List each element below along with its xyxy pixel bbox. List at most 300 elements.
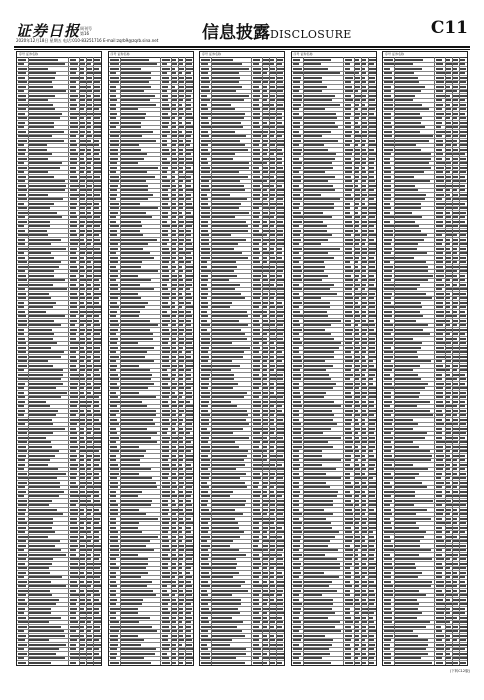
table-cell bbox=[263, 527, 268, 529]
table-cell bbox=[270, 104, 274, 106]
table-cell bbox=[179, 450, 185, 452]
table-cell bbox=[179, 252, 185, 254]
table-column-4 bbox=[291, 51, 377, 666]
table-cell bbox=[460, 72, 465, 74]
table-cell bbox=[345, 293, 352, 295]
table-cell bbox=[345, 383, 354, 385]
table-cell bbox=[162, 104, 169, 106]
table-cell bbox=[355, 81, 361, 83]
table-cell bbox=[179, 203, 184, 205]
table-cell bbox=[201, 419, 209, 421]
table-cell bbox=[186, 320, 191, 322]
table-cell bbox=[70, 63, 78, 65]
table-cell bbox=[121, 486, 157, 488]
table-cell bbox=[179, 590, 184, 592]
table-cell bbox=[162, 185, 171, 187]
table-cell bbox=[277, 437, 283, 439]
table-cell bbox=[121, 252, 150, 254]
table-cell bbox=[355, 126, 361, 128]
table-cell bbox=[29, 396, 61, 398]
table-cell bbox=[201, 288, 208, 290]
table-cell bbox=[362, 531, 367, 533]
table-cell bbox=[293, 117, 302, 119]
table-cell bbox=[253, 446, 259, 448]
table-cell bbox=[263, 342, 267, 344]
table-cell bbox=[362, 581, 368, 583]
table-cell bbox=[293, 522, 302, 524]
table-cell bbox=[29, 522, 53, 524]
table-cell bbox=[70, 113, 79, 115]
table-cell bbox=[29, 369, 63, 371]
table-cell bbox=[70, 617, 76, 619]
table-cell bbox=[110, 635, 118, 637]
table-cell bbox=[212, 653, 246, 655]
table-cell bbox=[253, 612, 259, 614]
table-cell bbox=[253, 617, 261, 619]
table-cell bbox=[263, 261, 267, 263]
table-cell bbox=[446, 81, 452, 83]
table-cell bbox=[70, 315, 76, 317]
table-cell bbox=[362, 563, 367, 565]
table-cell bbox=[87, 77, 92, 79]
table-cell bbox=[355, 459, 359, 461]
table-cell bbox=[270, 405, 274, 407]
table-cell bbox=[304, 504, 333, 506]
table-cell bbox=[70, 234, 77, 236]
table-cell bbox=[355, 612, 360, 614]
table-cell bbox=[369, 293, 376, 295]
table-cell bbox=[94, 495, 99, 497]
table-cell bbox=[110, 518, 116, 520]
table-cell bbox=[345, 450, 354, 452]
table-cell bbox=[201, 315, 208, 317]
table-cell bbox=[179, 99, 183, 101]
table-cell bbox=[186, 576, 193, 578]
table-cell bbox=[355, 135, 361, 137]
table-cell bbox=[270, 594, 274, 596]
table-cell bbox=[70, 81, 76, 83]
table-cell bbox=[277, 203, 283, 205]
table-cell bbox=[186, 198, 192, 200]
table-cell bbox=[179, 162, 184, 164]
table-cell bbox=[270, 225, 274, 227]
table-cell bbox=[270, 117, 275, 119]
table-cell bbox=[395, 68, 422, 70]
table-cell bbox=[253, 68, 261, 70]
table-cell bbox=[304, 266, 326, 268]
table-cell bbox=[121, 558, 148, 560]
table-cell bbox=[277, 482, 284, 484]
table-cell bbox=[201, 612, 211, 614]
table-cell bbox=[70, 608, 77, 610]
table-cell bbox=[121, 639, 144, 641]
table-cell bbox=[304, 252, 328, 254]
table-cell bbox=[362, 257, 366, 259]
table-cell bbox=[94, 63, 101, 65]
table-cell bbox=[270, 140, 276, 142]
table-cell bbox=[162, 356, 170, 358]
table-cell bbox=[70, 554, 76, 556]
table-cell bbox=[179, 185, 183, 187]
table-cell bbox=[304, 617, 328, 619]
table-cell bbox=[110, 473, 120, 475]
table-cell bbox=[362, 162, 366, 164]
table-cell bbox=[186, 468, 192, 470]
table-cell bbox=[345, 230, 353, 232]
table-cell bbox=[29, 257, 54, 259]
table-cell bbox=[18, 284, 28, 286]
table-cell bbox=[87, 558, 91, 560]
table-cell bbox=[162, 86, 168, 88]
table-cell bbox=[362, 90, 367, 92]
table-cell bbox=[121, 378, 151, 380]
table-cell bbox=[277, 374, 283, 376]
table-cell bbox=[345, 315, 353, 317]
table-cell bbox=[29, 284, 53, 286]
table-cell bbox=[110, 207, 119, 209]
table-cell bbox=[186, 509, 192, 511]
table-cell bbox=[29, 261, 61, 263]
table-cell bbox=[277, 549, 283, 551]
table-cell bbox=[304, 392, 327, 394]
table-cell bbox=[201, 135, 209, 137]
table-cell bbox=[87, 356, 91, 358]
table-cell bbox=[179, 482, 185, 484]
table-cell bbox=[172, 486, 177, 488]
table-cell bbox=[18, 297, 26, 299]
table-cell bbox=[277, 369, 284, 371]
table-cell bbox=[277, 473, 285, 475]
table-cell bbox=[121, 644, 141, 646]
table-cell bbox=[277, 518, 284, 520]
table-cell bbox=[186, 648, 194, 650]
table-cell bbox=[179, 612, 183, 614]
table-cell bbox=[110, 567, 120, 569]
table-cell bbox=[162, 261, 169, 263]
table-cell bbox=[80, 108, 84, 110]
table-cell bbox=[277, 626, 282, 628]
table-cell bbox=[277, 572, 282, 574]
table-cell bbox=[345, 495, 352, 497]
table-cell bbox=[172, 99, 178, 101]
table-cell bbox=[186, 500, 191, 502]
table-cell bbox=[355, 572, 359, 574]
table-cell bbox=[270, 387, 274, 389]
table-cell bbox=[201, 266, 207, 268]
table-cell bbox=[345, 198, 354, 200]
table-cell bbox=[345, 257, 354, 259]
table-cell bbox=[253, 95, 260, 97]
table-cell bbox=[304, 59, 332, 61]
table-cell bbox=[201, 243, 209, 245]
table-cell bbox=[94, 342, 101, 344]
table-cell bbox=[212, 581, 245, 583]
table-cell bbox=[293, 365, 303, 367]
table-cell bbox=[263, 266, 269, 268]
table-cell bbox=[293, 563, 302, 565]
table-cell bbox=[186, 612, 191, 614]
table-cell bbox=[172, 81, 178, 83]
table-cell bbox=[172, 621, 176, 623]
table-cell bbox=[110, 576, 117, 578]
table-cell bbox=[80, 401, 86, 403]
table-cell bbox=[293, 410, 300, 412]
table-cell bbox=[277, 342, 284, 344]
table-cell bbox=[172, 95, 177, 97]
table-cell bbox=[355, 243, 359, 245]
table-cell bbox=[212, 495, 230, 497]
table-cell bbox=[253, 212, 260, 214]
table-cell bbox=[270, 576, 274, 578]
table-cell bbox=[355, 423, 359, 425]
table-cell bbox=[172, 432, 177, 434]
table-cell bbox=[355, 549, 359, 551]
table-cell bbox=[270, 329, 276, 331]
table-cell bbox=[253, 167, 259, 169]
table-cell bbox=[80, 455, 84, 457]
table-cell bbox=[201, 239, 209, 241]
table-cell bbox=[304, 275, 328, 277]
table-cell bbox=[201, 432, 210, 434]
table-cell bbox=[201, 387, 208, 389]
table-cell bbox=[345, 180, 352, 182]
table-cell bbox=[270, 212, 275, 214]
table-cell bbox=[362, 414, 368, 416]
table-cell bbox=[212, 68, 249, 70]
table-cell bbox=[253, 549, 262, 551]
table-cell bbox=[277, 648, 283, 650]
table-cell bbox=[212, 401, 231, 403]
table-cell bbox=[369, 486, 377, 488]
table-cell bbox=[162, 221, 168, 223]
table-cell bbox=[345, 72, 354, 74]
table-cell bbox=[293, 261, 300, 263]
table-cell bbox=[293, 95, 303, 97]
table-cell bbox=[212, 536, 240, 538]
table-cell bbox=[70, 639, 77, 641]
table-cell bbox=[293, 266, 301, 268]
table-cell bbox=[172, 531, 177, 533]
table-cell bbox=[162, 419, 169, 421]
table-cell bbox=[345, 212, 351, 214]
table-cell bbox=[87, 630, 91, 632]
table-cell bbox=[270, 113, 276, 115]
table-cell bbox=[369, 599, 375, 601]
table-cell bbox=[355, 252, 361, 254]
table-cell bbox=[179, 653, 185, 655]
table-cell bbox=[110, 356, 119, 358]
table-cell bbox=[253, 392, 261, 394]
table-cell bbox=[162, 504, 169, 506]
table-cell bbox=[162, 563, 169, 565]
table-cell bbox=[201, 653, 210, 655]
table-cell bbox=[362, 441, 367, 443]
table-cell bbox=[304, 207, 334, 209]
table-cell bbox=[453, 72, 458, 74]
table-cell bbox=[304, 468, 336, 470]
table-cell bbox=[369, 432, 374, 434]
table-cell bbox=[253, 365, 260, 367]
table-cell bbox=[362, 482, 367, 484]
table-cell bbox=[94, 360, 100, 362]
table-cell bbox=[304, 221, 324, 223]
table-cell bbox=[253, 81, 261, 83]
table-cell bbox=[293, 590, 301, 592]
table-cell bbox=[345, 90, 353, 92]
table-cell bbox=[80, 261, 85, 263]
table-cell bbox=[355, 455, 361, 457]
table-cell bbox=[172, 369, 177, 371]
table-cell bbox=[212, 198, 247, 200]
table-cell bbox=[94, 293, 101, 295]
table-cell bbox=[362, 455, 366, 457]
table-cell bbox=[172, 414, 176, 416]
table-cell bbox=[369, 180, 376, 182]
table-cell bbox=[263, 423, 268, 425]
table-cell bbox=[29, 585, 66, 587]
table-cell bbox=[293, 338, 301, 340]
table-cell bbox=[18, 167, 27, 169]
table-cell bbox=[263, 135, 267, 137]
table-cell bbox=[212, 387, 233, 389]
table-cell bbox=[345, 122, 352, 124]
table-cell bbox=[345, 414, 352, 416]
table-cell bbox=[172, 545, 177, 547]
table-cell bbox=[369, 59, 377, 61]
table-cell bbox=[253, 99, 259, 101]
table-cell bbox=[270, 621, 275, 623]
table-cell bbox=[293, 486, 300, 488]
table-cell bbox=[355, 293, 361, 295]
table-cell bbox=[110, 342, 117, 344]
table-cell bbox=[270, 122, 275, 124]
table-cell bbox=[362, 131, 368, 133]
table-cell bbox=[29, 216, 62, 218]
table-cell bbox=[212, 333, 245, 335]
table-cell bbox=[94, 513, 101, 515]
table-cell bbox=[87, 572, 92, 574]
table-cell bbox=[270, 567, 274, 569]
table-cell bbox=[121, 536, 158, 538]
table-cell bbox=[94, 428, 100, 430]
table-cell bbox=[253, 383, 261, 385]
table-cell bbox=[263, 540, 269, 542]
table-cell bbox=[345, 459, 352, 461]
table-cell bbox=[212, 423, 249, 425]
table-cell bbox=[87, 252, 92, 254]
table-cell bbox=[172, 446, 176, 448]
table-cell bbox=[172, 576, 176, 578]
table-cell bbox=[179, 518, 183, 520]
table-cell bbox=[70, 662, 76, 664]
table-cell bbox=[29, 518, 53, 520]
table-cell bbox=[70, 455, 77, 457]
table-cell bbox=[29, 320, 54, 322]
table-cell bbox=[212, 513, 243, 515]
table-cell bbox=[293, 441, 302, 443]
table-cell bbox=[70, 428, 76, 430]
table-cell bbox=[369, 392, 376, 394]
table-cell bbox=[263, 635, 267, 637]
table-cell bbox=[18, 549, 24, 551]
table-cell bbox=[293, 239, 302, 241]
table-cell bbox=[18, 599, 25, 601]
table-cell bbox=[186, 81, 194, 83]
table-cell bbox=[362, 360, 366, 362]
table-cell bbox=[304, 248, 340, 250]
table-cell bbox=[263, 603, 267, 605]
table-cell bbox=[263, 194, 268, 196]
table-cell bbox=[277, 77, 283, 79]
table-cell bbox=[362, 599, 366, 601]
table-cell bbox=[263, 338, 267, 340]
table-cell bbox=[345, 216, 352, 218]
table-cell bbox=[253, 230, 259, 232]
table-cell bbox=[110, 441, 117, 443]
table-column-5 bbox=[382, 51, 468, 666]
table-cell bbox=[162, 360, 169, 362]
table-cell bbox=[18, 612, 24, 614]
table-cell bbox=[179, 257, 184, 259]
table-cell bbox=[345, 486, 353, 488]
table-cell bbox=[212, 590, 248, 592]
table-cell bbox=[110, 167, 117, 169]
table-cell bbox=[172, 392, 176, 394]
table-cell bbox=[186, 324, 191, 326]
table-cell bbox=[369, 90, 376, 92]
table-cell bbox=[162, 306, 171, 308]
table-cell bbox=[110, 414, 117, 416]
table-cell bbox=[179, 540, 183, 542]
table-cell bbox=[345, 63, 351, 65]
table-cell bbox=[369, 644, 376, 646]
table-cell bbox=[212, 383, 238, 385]
table-cell bbox=[369, 81, 375, 83]
table-cell bbox=[201, 536, 210, 538]
table-cell bbox=[80, 90, 86, 92]
table-cell bbox=[362, 365, 368, 367]
table-cell bbox=[70, 171, 76, 173]
table-cell bbox=[263, 185, 269, 187]
table-cell bbox=[212, 522, 238, 524]
table-cell bbox=[162, 320, 171, 322]
table-cell bbox=[355, 581, 360, 583]
table-cell bbox=[179, 239, 185, 241]
table-cell bbox=[345, 347, 353, 349]
table-cell bbox=[110, 122, 120, 124]
table-cell bbox=[172, 185, 176, 187]
table-cell bbox=[29, 374, 63, 376]
table-cell bbox=[446, 86, 450, 88]
table-cell bbox=[29, 338, 53, 340]
table-cell bbox=[355, 356, 360, 358]
table-cell bbox=[277, 275, 282, 277]
table-cell bbox=[172, 234, 177, 236]
table-cell bbox=[270, 59, 274, 61]
table-cell bbox=[369, 464, 376, 466]
table-cell bbox=[277, 356, 284, 358]
table-cell bbox=[172, 518, 177, 520]
table-cell bbox=[70, 351, 76, 353]
table-cell bbox=[87, 531, 91, 533]
table-cell bbox=[172, 365, 178, 367]
table-cell bbox=[345, 455, 352, 457]
table-cell bbox=[87, 153, 91, 155]
table-cell bbox=[94, 504, 101, 506]
table-cell bbox=[179, 500, 184, 502]
logo-subtitle-line-2: 第16 bbox=[80, 31, 90, 36]
table-cell bbox=[277, 149, 282, 151]
